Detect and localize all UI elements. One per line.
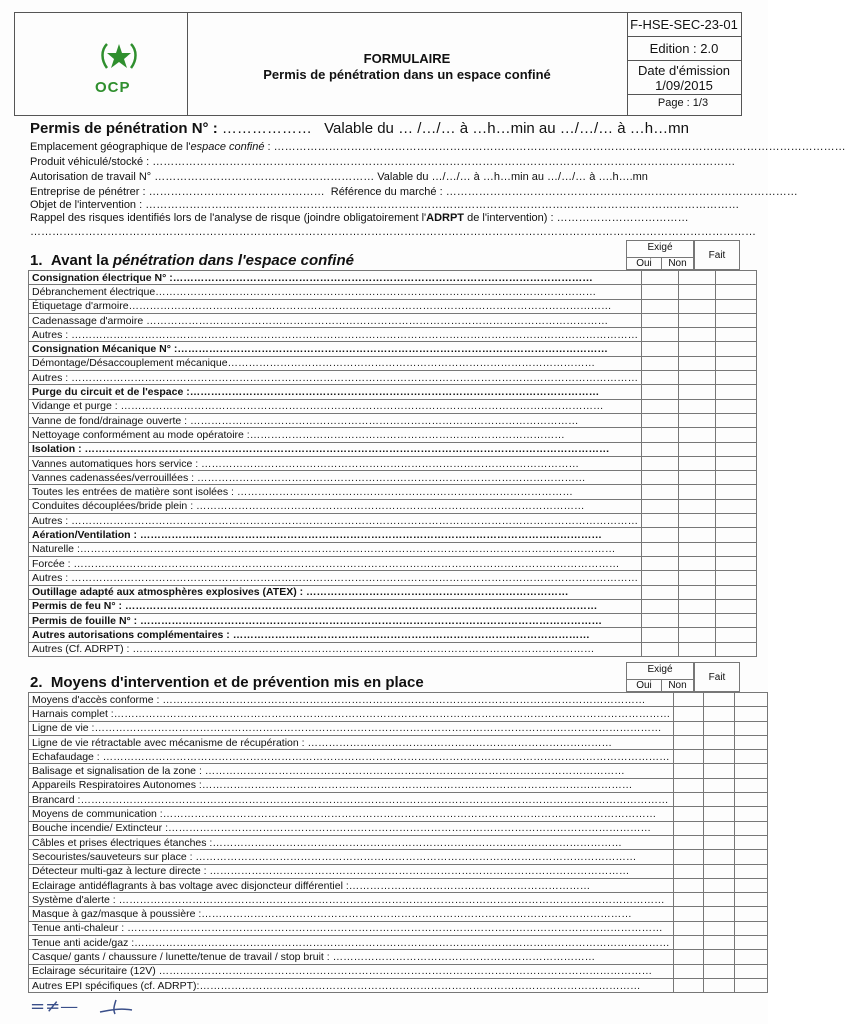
section2-title: [30, 674, 424, 691]
section2-table: [28, 692, 768, 993]
purpose-line[interactable]: Objet de l'intervention : ………………………………………………………………………………………………………………………………………………: [30, 199, 740, 211]
oui-checkbox-cell[interactable]: [674, 750, 704, 764]
non-checkbox-cell[interactable]: [679, 485, 716, 499]
row-label: Système d'alerte : …………………………………………………………………………………………………………………………………………: [29, 893, 674, 907]
row-label: Outillage adapté aux atmosphères explosives (ATEX) : …………………………………………………………………: [29, 585, 642, 599]
oui-checkbox-cell[interactable]: [674, 707, 704, 721]
fait-checkbox-cell[interactable]: [734, 978, 767, 992]
fait-checkbox-cell[interactable]: [716, 356, 757, 370]
table-row: [29, 356, 757, 370]
oui-checkbox-cell[interactable]: [642, 385, 679, 399]
oui-checkbox-cell[interactable]: [642, 514, 679, 528]
risk-reminder-line[interactable]: [30, 212, 689, 224]
edition: Edition : 2.0: [627, 37, 741, 61]
non-checkbox-cell[interactable]: [679, 356, 716, 370]
oui-checkbox-cell[interactable]: [642, 485, 679, 499]
non-checkbox-cell[interactable]: [679, 585, 716, 599]
oui-checkbox-cell[interactable]: [674, 778, 704, 792]
oui-checkbox-cell[interactable]: [642, 356, 679, 370]
table-row: [29, 878, 768, 892]
row-label: Eclairage antidéflagrants à bas voltage avec disjoncteur différentiel :……………………………………………………………: [29, 878, 674, 892]
oui-checkbox-cell[interactable]: [674, 735, 704, 749]
table-row: [29, 950, 768, 964]
initials-mark-1: =≠—: [30, 996, 79, 1017]
oui-checkbox-cell[interactable]: [642, 499, 679, 513]
oui-checkbox-cell[interactable]: [674, 921, 704, 935]
oui-checkbox-cell[interactable]: [642, 442, 679, 456]
table-row: [29, 835, 768, 849]
oui-checkbox-cell[interactable]: [674, 821, 704, 835]
fait-checkbox-cell[interactable]: [716, 413, 757, 427]
non-checkbox-cell[interactable]: [679, 514, 716, 528]
table-row: [29, 456, 757, 470]
oui-checkbox-cell[interactable]: [642, 299, 679, 313]
table-row: [29, 399, 757, 413]
non-checkbox-cell[interactable]: [704, 778, 734, 792]
oui-checkbox-cell[interactable]: [674, 978, 704, 992]
risk-continuation-line[interactable]: ………………………………………………………………………………………………………………………………………………………………………………: [30, 226, 756, 238]
table-row: [29, 285, 757, 299]
row-label: Consignation Mécanique N° :……………………………………………………………………………………………………………: [29, 342, 642, 356]
date-block: [627, 61, 741, 95]
non-checkbox-cell[interactable]: [704, 693, 734, 707]
oui-checkbox-cell[interactable]: [674, 850, 704, 864]
non-checkbox-cell[interactable]: [679, 371, 716, 385]
table-row: [29, 850, 768, 864]
non-checkbox-cell[interactable]: [679, 599, 716, 613]
non-checkbox-cell[interactable]: [679, 542, 716, 556]
section2-number: 2.: [30, 674, 43, 691]
fait-label: Fait: [708, 250, 726, 261]
form-type: FORMULAIRE: [363, 51, 451, 66]
row-label: Balisage et signalisation de la zone : …………………………………………………………………………………………………………: [29, 764, 674, 778]
oui-checkbox-cell[interactable]: [642, 328, 679, 342]
risk-label: Rappel des risques identifiés lors de l'analyse de risque (joindre obligatoirement l': [30, 212, 427, 224]
fait-checkbox-cell[interactable]: [716, 542, 757, 556]
oui-checkbox-cell[interactable]: [642, 428, 679, 442]
table-row: [29, 921, 768, 935]
exige-label: Exigé: [647, 242, 673, 253]
section1-fait-header: [694, 240, 740, 270]
table-row: [29, 528, 757, 542]
fait-checkbox-cell[interactable]: [734, 850, 767, 864]
fait-checkbox-cell[interactable]: [734, 778, 767, 792]
table-row: [29, 893, 768, 907]
table-row: [29, 499, 757, 513]
row-label: Vannes cadenassées/verrouillées : …………………………………………………………………………………………………: [29, 471, 642, 485]
fait-checkbox-cell[interactable]: [716, 556, 757, 570]
row-label: Permis de feu N° : ………………………………………………………………………………………………………………………: [29, 599, 642, 613]
fait-checkbox-cell[interactable]: [734, 807, 767, 821]
fait-checkbox-cell[interactable]: [734, 764, 767, 778]
table-row: [29, 750, 768, 764]
fait-checkbox-cell[interactable]: [716, 385, 757, 399]
oui-checkbox-cell[interactable]: [642, 571, 679, 585]
fait-checkbox-cell[interactable]: [716, 299, 757, 313]
table-row: [29, 413, 757, 427]
row-label: Permis de fouille N° : ……………………………………………………………………………………………………………………: [29, 614, 642, 628]
non-checkbox-cell[interactable]: [704, 878, 734, 892]
table-row: [29, 442, 757, 456]
oui-checkbox-cell[interactable]: [674, 721, 704, 735]
oui-checkbox-cell[interactable]: [642, 413, 679, 427]
non-checkbox-cell[interactable]: [704, 764, 734, 778]
date-label: Date d'émission: [637, 63, 731, 78]
table-row: [29, 978, 768, 992]
oui-checkbox-cell[interactable]: [642, 556, 679, 570]
oui-checkbox-cell[interactable]: [642, 542, 679, 556]
fait-checkbox-cell[interactable]: [734, 735, 767, 749]
non-checkbox-cell[interactable]: [704, 950, 734, 964]
row-label: Vanne de fond/drainage ouverte : …………………………………………………………………………………………………: [29, 413, 642, 427]
oui-checkbox-cell[interactable]: [674, 764, 704, 778]
non-checkbox-cell[interactable]: [679, 413, 716, 427]
product-line[interactable]: Produit véhiculé/stocké : ……………………………………………………………………………………………………………………………………………: [30, 156, 736, 168]
non-checkbox-cell[interactable]: [704, 807, 734, 821]
section2-title-text: Moyens d'intervention et de prévention mis en place: [50, 674, 424, 691]
table-row: [29, 614, 757, 628]
non-checkbox-cell[interactable]: [704, 835, 734, 849]
non-checkbox-cell[interactable]: [679, 471, 716, 485]
fait-checkbox-cell[interactable]: [716, 528, 757, 542]
non-checkbox-cell[interactable]: [679, 299, 716, 313]
fait-checkbox-cell[interactable]: [734, 893, 767, 907]
non-checkbox-cell[interactable]: [679, 642, 716, 656]
date-value: 1/09/2015: [655, 78, 713, 93]
section1-title-b: pénétration dans l'espace confiné: [112, 252, 354, 269]
table-row: [29, 764, 768, 778]
oui-checkbox-cell[interactable]: [674, 950, 704, 964]
fait-checkbox-cell[interactable]: [734, 750, 767, 764]
row-label: Ligne de vie :………………………………………………………………………………………………………………………………………………: [29, 721, 674, 735]
oui-checkbox-cell[interactable]: [642, 371, 679, 385]
table-row: [29, 807, 768, 821]
oui-checkbox-cell[interactable]: [642, 599, 679, 613]
permit-title: Permis de pénétration N° :: [30, 120, 218, 137]
non-checkbox-cell[interactable]: [679, 399, 716, 413]
fait-checkbox-cell[interactable]: [716, 514, 757, 528]
non-checkbox-cell[interactable]: [679, 628, 716, 642]
form-title: Permis de pénétration dans un espace confiné: [263, 67, 551, 82]
row-label: Vannes automatiques hors service : ………………………………………………………………………………………………: [29, 456, 642, 470]
table-row: [29, 428, 757, 442]
fait-checkbox-cell[interactable]: [716, 485, 757, 499]
table-row: [29, 936, 768, 950]
oui-checkbox-cell[interactable]: [674, 835, 704, 849]
row-label: Consignation électrique N° :…………………………………………………………………………………………………………: [29, 271, 642, 285]
table-row: [29, 571, 757, 585]
non-checkbox-cell[interactable]: [679, 285, 716, 299]
oui-checkbox-cell[interactable]: [674, 936, 704, 950]
location-label: Emplacement géographique de l': [30, 141, 191, 153]
non-checkbox-cell[interactable]: [704, 821, 734, 835]
table-row: [29, 721, 768, 735]
table-row: [29, 628, 757, 642]
oui-label: Oui: [627, 679, 662, 693]
fait-checkbox-cell[interactable]: [734, 793, 767, 807]
permit-number-field[interactable]: ………………: [217, 120, 312, 137]
table-row: [29, 514, 757, 528]
fait-checkbox-cell[interactable]: [716, 442, 757, 456]
table-row: [29, 385, 757, 399]
oui-checkbox-cell[interactable]: [674, 907, 704, 921]
row-label: Nettoyage conformément au mode opératoire :………………………………………………………………………………: [29, 428, 642, 442]
row-label: Naturelle :………………………………………………………………………………………………………………………………………: [29, 542, 642, 556]
non-checkbox-cell[interactable]: [679, 456, 716, 470]
row-label: Moyens de communication :……………………………………………………………………………………………………………………………: [29, 807, 674, 821]
fait-checkbox-cell[interactable]: [716, 499, 757, 513]
table-row: [29, 778, 768, 792]
company-line[interactable]: [30, 186, 798, 198]
oui-checkbox-cell[interactable]: [642, 285, 679, 299]
fait-checkbox-cell[interactable]: [716, 585, 757, 599]
fait-checkbox-cell[interactable]: [716, 271, 757, 285]
row-label: Conduites découplées/bride plein : …………………………………………………………………………………………………: [29, 499, 642, 513]
fait-checkbox-cell[interactable]: [734, 821, 767, 835]
oui-checkbox-cell[interactable]: [674, 864, 704, 878]
non-checkbox-cell[interactable]: [679, 442, 716, 456]
section1-number: 1.: [30, 252, 43, 269]
row-label: Autres : ………………………………………………………………………………………………………………………………………………: [29, 571, 642, 585]
row-label: Bouche incendie/ Extincteur :…………………………………………………………………………………………………………………………: [29, 821, 674, 835]
oui-checkbox-cell[interactable]: [674, 693, 704, 707]
non-checkbox-cell[interactable]: [704, 721, 734, 735]
non-checkbox-cell[interactable]: [704, 735, 734, 749]
row-label: Aération/Ventilation : ……………………………………………………………………………………………………………………: [29, 528, 642, 542]
fait-checkbox-cell[interactable]: [716, 328, 757, 342]
fait-checkbox-cell[interactable]: [734, 835, 767, 849]
fait-checkbox-cell[interactable]: [716, 342, 757, 356]
table-row: [29, 793, 768, 807]
table-row: [29, 693, 768, 707]
fait-checkbox-cell[interactable]: [734, 964, 767, 978]
oui-checkbox-cell[interactable]: [642, 614, 679, 628]
non-checkbox-cell[interactable]: [679, 342, 716, 356]
fait-checkbox-cell[interactable]: [716, 371, 757, 385]
non-checkbox-cell[interactable]: [679, 499, 716, 513]
work-authorization-line[interactable]: Autorisation de travail N° …………………………………………………… Valable du …/…/… à …h…min au …/…/… à ….h….mn: [30, 171, 648, 183]
logo-text: OCP: [95, 79, 131, 96]
section1-title: [30, 252, 354, 269]
non-checkbox-cell[interactable]: [679, 328, 716, 342]
fait-checkbox-cell[interactable]: [716, 313, 757, 327]
permit-validity[interactable]: Valable du … /…/… à …h…min au …/…/… à …h…mn: [324, 120, 689, 137]
fait-checkbox-cell[interactable]: [716, 642, 757, 656]
location-label-italic: espace confiné: [190, 141, 265, 153]
row-label: Brancard :……………………………………………………………………………………………………………………………………………………: [29, 793, 674, 807]
non-checkbox-cell[interactable]: [679, 614, 716, 628]
page-number: Page : 1/3: [657, 97, 709, 109]
table-row: [29, 556, 757, 570]
table-row: [29, 735, 768, 749]
oui-checkbox-cell[interactable]: [674, 807, 704, 821]
non-checkbox-cell[interactable]: [704, 707, 734, 721]
non-checkbox-cell[interactable]: [679, 271, 716, 285]
non-checkbox-cell[interactable]: [679, 528, 716, 542]
fait-checkbox-cell[interactable]: [716, 628, 757, 642]
table-row: [29, 599, 757, 613]
row-label: Étiquetage d'armoire…………………………………………………………………………………………………………………………: [29, 299, 642, 313]
row-label: Cadenassage d'armoire ……………………………………………………………………………………………………………………: [29, 313, 642, 327]
table-row: [29, 642, 757, 656]
fait-checkbox-cell[interactable]: [734, 721, 767, 735]
oui-checkbox-cell[interactable]: [642, 471, 679, 485]
fait-checkbox-cell[interactable]: [734, 950, 767, 964]
fait-checkbox-cell[interactable]: [734, 921, 767, 935]
section2-exige-header: [626, 662, 694, 692]
row-label: Ligne de vie rétractable avec mécanisme de récupération : ……………………………………………………………………………: [29, 735, 674, 749]
row-label: Echafaudage : ………………………………………………………………………………………………………………………………………………: [29, 750, 674, 764]
fait-checkbox-cell[interactable]: [734, 936, 767, 950]
fait-checkbox-cell[interactable]: [734, 907, 767, 921]
row-label: Débranchement électrique………………………………………………………………………………………………………………: [29, 285, 642, 299]
fait-checkbox-cell[interactable]: [716, 599, 757, 613]
non-checkbox-cell[interactable]: [679, 313, 716, 327]
row-label: Autres (Cf. ADRPT) : ……………………………………………………………………………………………………………………: [29, 642, 642, 656]
row-label: Autres : ………………………………………………………………………………………………………………………………………………: [29, 371, 642, 385]
row-label: Vidange et purge : …………………………………………………………………………………………………………………………: [29, 399, 642, 413]
row-label: Autres : ………………………………………………………………………………………………………………………………………………: [29, 328, 642, 342]
non-checkbox-cell[interactable]: [704, 750, 734, 764]
table-row: [29, 907, 768, 921]
oui-checkbox-cell[interactable]: [642, 585, 679, 599]
oui-checkbox-cell[interactable]: [674, 793, 704, 807]
exige-label: Exigé: [647, 664, 673, 675]
oui-checkbox-cell[interactable]: [642, 628, 679, 642]
section2-fait-header: [694, 662, 740, 692]
ref-code: F-HSE-SEC-23-01: [627, 13, 741, 37]
row-label: Forcée : …………………………………………………………………………………………………………………………………………: [29, 556, 642, 570]
row-label: Tenue anti acide/gaz :………………………………………………………………………………………………………………………………………: [29, 936, 674, 950]
table-row: [29, 371, 757, 385]
table-row: [29, 342, 757, 356]
row-label: Casque/ gants / chaussure / lunette/tenue de travail / stop bruit : …………………………………………………………………: [29, 950, 674, 964]
non-checkbox-cell[interactable]: [679, 428, 716, 442]
fait-checkbox-cell[interactable]: [734, 878, 767, 892]
table-row: [29, 542, 757, 556]
non-checkbox-cell[interactable]: [704, 978, 734, 992]
table-row: [29, 313, 757, 327]
location-line[interactable]: [30, 141, 846, 153]
non-checkbox-cell[interactable]: [704, 864, 734, 878]
contract-reference-field: Référence du marché : ……………………………………………………………………………………: [330, 186, 798, 198]
initials-mark-2: [96, 998, 136, 1016]
non-checkbox-cell[interactable]: [704, 907, 734, 921]
row-label: Démontage/Désaccouplement mécanique……………………………………………………………………………………………: [29, 356, 642, 370]
fait-checkbox-cell[interactable]: [716, 399, 757, 413]
oui-checkbox-cell[interactable]: [642, 271, 679, 285]
row-label: Masque à gaz/masque à poussière :……………………………………………………………………………………………………………: [29, 907, 674, 921]
row-label: Autres EPI spécifiques (cf. ADRPT):………………………………………………………………………………………………………………: [29, 978, 674, 992]
fait-checkbox-cell[interactable]: [716, 571, 757, 585]
non-checkbox-cell[interactable]: [704, 850, 734, 864]
company-field: Entreprise de pénétrer : …………………………………………: [30, 186, 325, 198]
location-field: : …………………………………………………………………………………………………………………………………………: [264, 141, 846, 153]
fait-checkbox-cell[interactable]: [716, 471, 757, 485]
non-checkbox-cell[interactable]: [704, 921, 734, 935]
non-checkbox-cell[interactable]: [679, 385, 716, 399]
fait-checkbox-cell[interactable]: [734, 707, 767, 721]
row-label: Câbles et prises électriques étanches :………………………………………………………………………………………………………: [29, 835, 674, 849]
risk-field: de l'intervention) : ………………………………: [464, 212, 689, 224]
row-label: Eclairage sécuritaire (12V) ……………………………………………………………………………………………………………………………: [29, 964, 674, 978]
row-label: Appareils Respiratoires Autonomes :……………………………………………………………………………………………………………: [29, 778, 674, 792]
title-cell: [187, 13, 628, 115]
row-label: Secouristes/sauveteurs sur place : ………………………………………………………………………………………………………………: [29, 850, 674, 864]
row-label: Autres autorisations complémentaires : …………………………………………………………………………………………: [29, 628, 642, 642]
table-row: [29, 485, 757, 499]
oui-checkbox-cell[interactable]: [674, 893, 704, 907]
non-checkbox-cell[interactable]: [704, 964, 734, 978]
fait-checkbox-cell[interactable]: [734, 864, 767, 878]
row-label: Isolation : ……………………………………………………………………………………………………………………………………: [29, 442, 642, 456]
oui-checkbox-cell[interactable]: [642, 642, 679, 656]
logo-cell: [15, 13, 188, 115]
non-checkbox-cell[interactable]: [704, 893, 734, 907]
non-label: Non: [661, 679, 694, 693]
row-label: Purge du circuit et de l'espace :………………………………………………………………………………………………………: [29, 385, 642, 399]
fait-checkbox-cell[interactable]: [716, 428, 757, 442]
non-checkbox-cell[interactable]: [679, 571, 716, 585]
table-row: [29, 471, 757, 485]
table-row: [29, 821, 768, 835]
oui-checkbox-cell[interactable]: [674, 964, 704, 978]
table-row: [29, 964, 768, 978]
fait-checkbox-cell[interactable]: [716, 456, 757, 470]
oui-checkbox-cell[interactable]: [674, 878, 704, 892]
ocp-logo-icon: [99, 38, 139, 78]
row-label: Autres : ………………………………………………………………………………………………………………………………………………: [29, 514, 642, 528]
oui-checkbox-cell[interactable]: [642, 399, 679, 413]
table-row: [29, 299, 757, 313]
oui-checkbox-cell[interactable]: [642, 342, 679, 356]
table-row: [29, 328, 757, 342]
permit-title-line: [30, 120, 689, 137]
row-label: Harnais complet :……………………………………………………………………………………………………………………………………………: [29, 707, 674, 721]
section1-table: [28, 270, 757, 657]
oui-checkbox-cell[interactable]: [642, 313, 679, 327]
row-label: Détecteur multi-gaz à lecture directe : …………………………………………………………………………………………………………: [29, 864, 674, 878]
fait-checkbox-cell[interactable]: [734, 693, 767, 707]
table-row: [29, 707, 768, 721]
table-row: [29, 585, 757, 599]
risk-label-adrpt: ADRPT: [426, 212, 465, 224]
oui-label: Oui: [627, 257, 662, 271]
fait-label: Fait: [708, 672, 726, 683]
non-checkbox-cell[interactable]: [704, 793, 734, 807]
row-label: Moyens d'accès conforme : …………………………………………………………………………………………………………………………: [29, 693, 674, 707]
fait-checkbox-cell[interactable]: [716, 614, 757, 628]
non-checkbox-cell[interactable]: [679, 556, 716, 570]
section1-title-a: Avant la: [50, 252, 113, 269]
section1-exige-header: [626, 240, 694, 270]
oui-checkbox-cell[interactable]: [642, 456, 679, 470]
row-label: Tenue anti-chaleur : ………………………………………………………………………………………………………………………………………: [29, 921, 674, 935]
non-checkbox-cell[interactable]: [704, 936, 734, 950]
fait-checkbox-cell[interactable]: [716, 285, 757, 299]
oui-checkbox-cell[interactable]: [642, 528, 679, 542]
non-label: Non: [661, 257, 694, 271]
table-row: [29, 271, 757, 285]
table-row: [29, 864, 768, 878]
row-label: Toutes les entrées de matière sont isolées : ……………………………………………………………………………………: [29, 485, 642, 499]
